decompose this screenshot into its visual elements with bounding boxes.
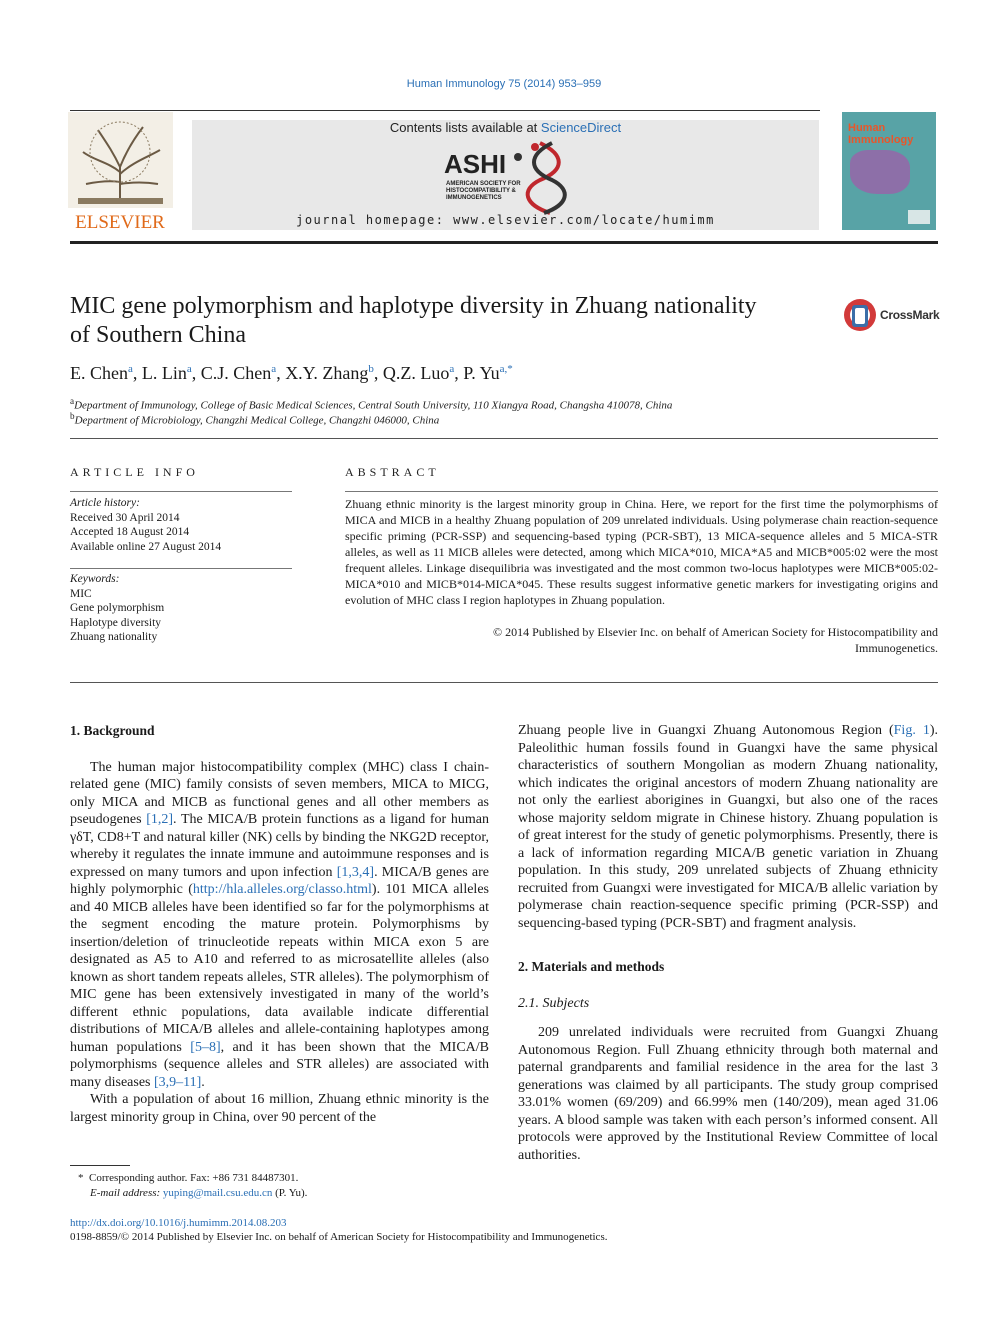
elsevier-tree-logo: [68, 112, 173, 232]
header-top-rule: [70, 110, 820, 111]
keywords-block: [70, 572, 292, 645]
crossmark-label: CrossMark: [880, 308, 940, 322]
abstract-bottom-rule: [70, 682, 938, 683]
author-separator: ,: [132, 363, 142, 383]
affiliation-b: $^b$Department of Microbiology, Changzhi Medical College, Changzhi 046000, China: [70, 411, 440, 427]
author-separator: ,: [373, 363, 383, 383]
citation-link[interactable]: [5–8]: [190, 1039, 221, 1055]
homepage-url[interactable]: www.elsevier.com/locate/humimm: [453, 213, 715, 227]
article-info-heading: ARTICLE INFO: [70, 465, 199, 479]
subjects-heading: 2.1. Subjects: [518, 995, 590, 1011]
journal-reference-link[interactable]: Human Immunology 75 (2014) 953–959: [406, 78, 602, 90]
author-affiliation-marker[interactable]: a,*: [499, 363, 513, 375]
article-info-rule: [70, 491, 292, 492]
author-name[interactable]: E. Chen: [70, 363, 128, 383]
keyword-item: Zhuang nationality: [70, 631, 158, 643]
accepted-date: Accepted 18 August 2014: [70, 526, 190, 538]
history-label: Article history:: [70, 497, 140, 509]
author-separator: ,: [454, 363, 464, 383]
email-link[interactable]: yuping@mail.csu.edu.cn: [162, 1187, 273, 1199]
citation-link[interactable]: [3,9–11]: [153, 1074, 202, 1090]
sciencedirect-link[interactable]: ScienceDirect: [540, 120, 622, 135]
abstract-rule: [345, 491, 938, 492]
crossmark-button[interactable]: [843, 298, 943, 334]
footnotes: [70, 1171, 489, 1201]
affiliation-b-text: Department of Microbiology, Changzhi Medical College, Changzhi 046000, China: [74, 414, 440, 427]
journal-cover-thumbnail[interactable]: [842, 112, 936, 230]
author-affiliation-marker[interactable]: a: [449, 363, 455, 375]
history-rule: [70, 568, 292, 569]
background-paragraph-2-cont: Zhuang people live in Guangxi Zhuang Autonomous Region (Fig. 1). Paleolithic human fossils found in Guangxi have the same physical characteristics of southern Mongolian as modern Zhuang nationality, which indicates the original ancestors of modern Zhuang nationality are not only the earliest aborigines in Guangxi, but also one of the races whose majority seldom migrate in Chinese history. Zhuang population is of great interest for the study of genetic polymorphisms. Presently, there is a lack of information regarding MICA/B genetic variation in Zhuang population. In this study, 209 unrelated subjects of Zhuang ethnicity recruited from Guangxi were investigated for MICA/B allelic variation by polymerase chain reaction-sequence specific priming (PCR-SSP) and sequencing-based typing (PCR-SBT) and fragment analysis.: [518, 723, 938, 931]
contents-line: [192, 120, 819, 135]
elsevier-wordmark: ELSEVIER: [75, 212, 165, 232]
crossmark-icon: [843, 298, 877, 332]
subjects-paragraph: 209 unrelated individuals were recruited from Guangxi Zhuang Autonomous Region. Full Zhuang ethnicity through both maternal and paternal grandparents and familial residence in the area for the last 3 generations was claimed by all participants. The study group comprised 33.01% women (69/209) and 66.99% men (140/209), mean aged 31.06 years. A blood sample was taken with each person’s informed consent. All protocols were approved by the Institutional Review Committee of local authorities.: [518, 1025, 938, 1163]
homepage-line: [192, 213, 819, 227]
author-separator: ,: [191, 363, 201, 383]
cover-title-1: Human: [848, 122, 886, 134]
keywords-label: Keywords:: [70, 573, 120, 585]
affiliation-a-text: Department of Immunology, College of Basic Medical Sciences, Central South University, 110 Xiangya Road, Changsha 410078, China: [74, 399, 673, 412]
ashi-line3: IMMUNOGENETICS: [446, 195, 502, 201]
methods-heading: 2. Materials and methods: [518, 959, 665, 974]
author-name[interactable]: C.J. Chen: [200, 363, 272, 383]
ashi-society-logo: [440, 135, 580, 215]
body-right-column: [518, 722, 938, 1164]
title-rule: [70, 438, 938, 439]
author-affiliation-marker[interactable]: a: [186, 363, 192, 375]
abstract-copyright: [345, 624, 938, 656]
header-bottom-rule: [70, 241, 938, 244]
cover-title-2: Immunology: [848, 134, 914, 146]
title-line-2: of Southern China: [70, 322, 246, 348]
article-title: [70, 292, 830, 350]
body-left-column: [70, 722, 489, 1126]
title-line-1: MIC gene polymorphism and haplotype diversity in Zhuang nationality: [70, 293, 757, 319]
issn-line: 0198-8859/© 2014 Published by Elsevier Inc. on behalf of American Society for Histocompatibility and Immunogenetics.: [70, 1231, 608, 1243]
corresponding-author-note: * Corresponding author. Fax: +86 731 84487301.: [78, 1172, 299, 1184]
cover-image: [850, 150, 910, 194]
author-separator: ,: [276, 363, 286, 383]
contents-prefix: Contents lists available at: [389, 120, 541, 135]
figure-1-link[interactable]: Fig. 1: [893, 723, 930, 738]
author-name[interactable]: X.Y. Zhang: [285, 363, 369, 383]
keyword-item: Haplotype diversity: [70, 616, 162, 629]
author-affiliation-marker[interactable]: a: [271, 363, 277, 375]
cover-badge: [908, 210, 930, 224]
affiliation-a: $^a$Department of Immunology, College of Basic Medical Sciences, Central South University, 110 Xiangya Road, Changsha 410078, China: [70, 396, 673, 412]
ashi-line1: AMERICAN SOCIETY FOR: [446, 181, 521, 187]
author-affiliation-marker[interactable]: a: [128, 363, 133, 375]
homepage-prefix: journal homepage:: [296, 213, 454, 227]
online-date: Available online 27 August 2014: [70, 540, 222, 553]
ashi-line2: HISTOCOMPATIBILITY &: [446, 188, 516, 194]
citation-link[interactable]: [1,3,4]: [336, 864, 375, 880]
doi-link[interactable]: http://dx.doi.org/10.1016/j.humimm.2014.08.203: [70, 1217, 287, 1229]
keyword-item: MIC: [70, 587, 92, 600]
keyword-item: Gene polymorphism: [70, 602, 165, 614]
author-name[interactable]: L. Lin: [141, 363, 187, 383]
abstract-heading: ABSTRACT: [345, 465, 440, 479]
footnote-rule: [70, 1165, 130, 1166]
citation-link[interactable]: [1,2]: [146, 812, 174, 827]
article-history: [70, 496, 292, 554]
abstract-text: Zhuang ethnic minority is the largest minority group in China. Here, we report for the first time the polymorphisms of MICA and MICB in a healthy Zhuang population of 209 unrelated individuals. Using polymerase chain reaction-sequence specific priming (PCR-SSP) and sequencing-based typing (PCR-SBT), 13 MICA-sequence alleles and 5 MICA-STR alleles, as well as 11 MICB alleles were detected, among which MICA*010, MICA*A5 and MICB*005:02 were the most frequent alleles. Linkage disequilibria was investigated and the most common two-locus haplotypes were MICB*005:02-MICA*010 and MICB*014-MICA*045. These results suggest informative genetic markers for investigating origins and evolution of MHC class I region haplotypes in Zhuang population.: [345, 497, 938, 607]
background-heading: 1. Background: [70, 723, 155, 738]
author-name[interactable]: Q.Z. Luo: [382, 363, 450, 383]
copyright-line-1: © 2014 Published by Elsevier Inc. on behalf of American Society for Histocompatibility and: [492, 625, 938, 639]
author-affiliation-marker[interactable]: b: [368, 363, 374, 375]
ashi-acronym: ASHI: [444, 149, 507, 179]
email-note: E-mail address: yuping@mail.csu.edu.cn (P. Yu).: [90, 1187, 308, 1199]
received-date: Received 30 April 2014: [70, 511, 180, 524]
copyright-line-2: Immunogenetics.: [855, 641, 938, 655]
author-list: [70, 363, 513, 384]
background-paragraph-2-start: With a population of about 16 million, Zhuang ethnic minority is the largest minority group in China, over 90 percent of the: [70, 1092, 489, 1125]
background-paragraph-1: The human major histocompatibility complex (MHC) class I chain-related gene (MIC) family consists of seven members, MICA to MICG, only MICA and MICB as functional genes and all other members as pseudogenes [1,2]. The MICA/B protein functions as a ligand for human γδT, CD8+T and natural killer (NK) cells by binding the NKG2D receptor, whereby it regulates the innate immune and autoimmune responses and is expressed on many tumors and upon infection [1,3,4]. MICA/B genes are highly polymorphic (http://hla.alleles.org/classo.html). 101 MICA alleles and 40 MICB alleles have been identified so far for the polymorphisms at the segment encoding the mature protein. Polymorphisms by insertion/deletion of trinucleotide repeats within MICA exon 5 are designated as A5 to A10 and referred to as microsatellite alleles (also known as short tandem repeats alleles, STR alleles). The polymorphism of MIC gene has been extensively investigated in many of the world’s different ethnic populations, data available indicate differential distributions of MICA/B alleles and allele-containing haplotypes among human populations [5–8], and it has been shown that the MICA/B polymorphisms (sequence alleles and STR alleles) are associated with many diseases [3,9–11].: [70, 759, 489, 1090]
allele-database-link[interactable]: http://hla.alleles.org/classo.html: [192, 882, 372, 897]
author-name[interactable]: P. Yu: [463, 363, 500, 383]
